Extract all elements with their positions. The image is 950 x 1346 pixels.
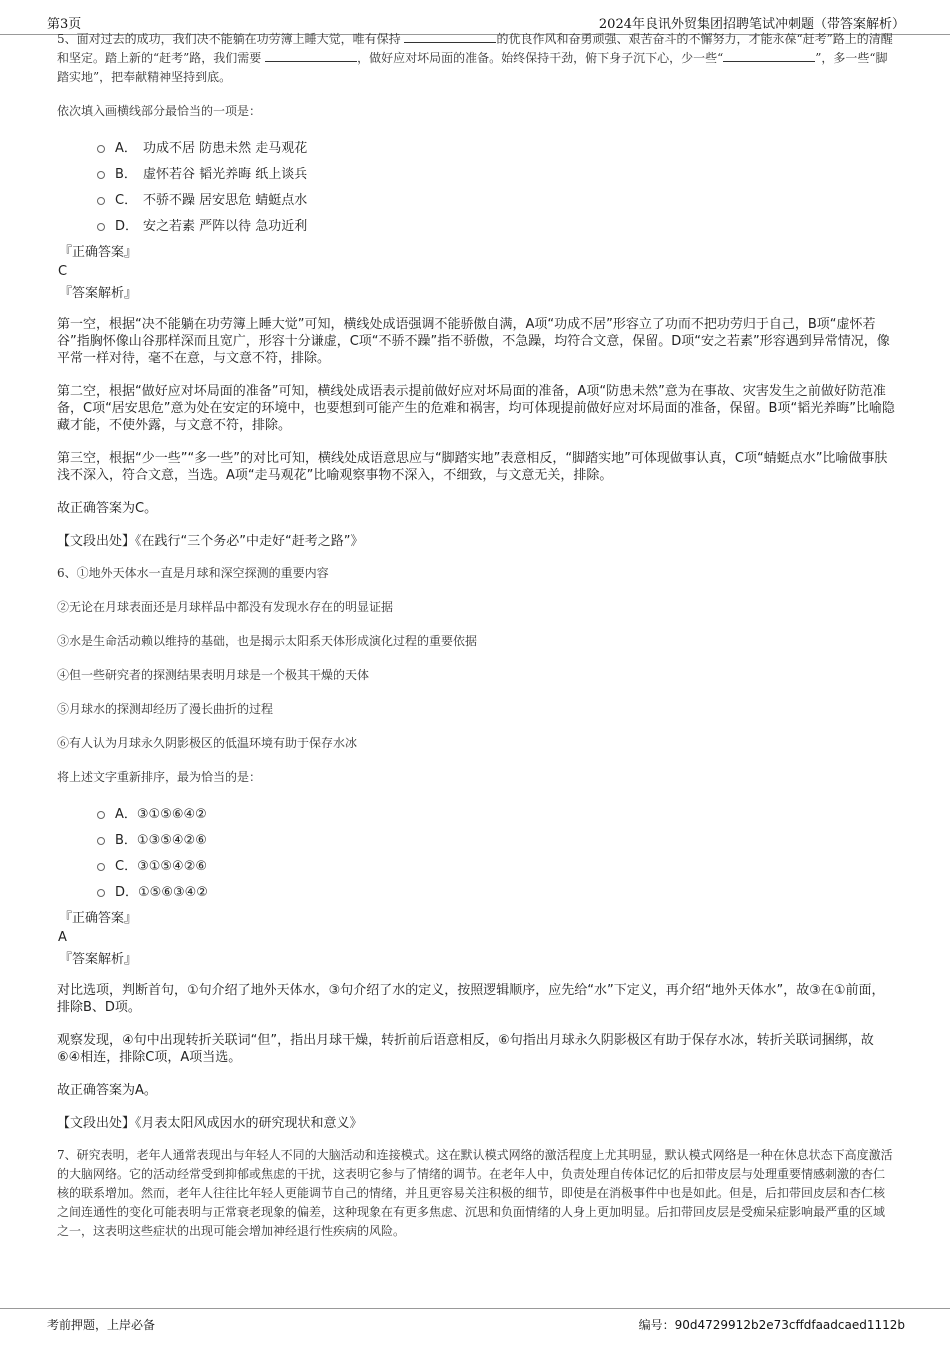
option-letter: C． [115,859,138,874]
source-citation: 【文段出处】《月表太阳风成因水的研究现状和意义》 [57,1116,363,1131]
option-text: 安之若素 严阵以待 急功近利 [143,219,308,234]
radio-icon[interactable] [97,863,105,871]
analysis-conclusion: 故正确答案为C。 [57,501,158,516]
answer-marker: 『正确答案』 [59,911,138,926]
radio-icon[interactable] [97,171,105,179]
question-5-options [57,136,895,240]
question-6-options [57,802,895,906]
radio-icon[interactable] [97,811,105,819]
fill-blank-1 [404,30,496,43]
analysis-paragraph: 第一空，根据“决不能躺在功劳簿上睡大觉”可知，横线处成语强调不能骄傲自满，A项“功成不居”形容立了功而不把功劳归于自己，B项“虚怀若谷”指胸怀像山谷那样深而且宽广，形容十分谦虚，C项“不骄不躁”指不骄傲，不急躁，均符合文意，保留。D项“安之若素”形容遇到异常情况，像平常一样对待，毫不在意，与文意不符，排除。 [57,317,890,366]
source-citation: 【文段出处】《在践行“三个务必”中走好“赶考之路”》 [57,534,364,549]
option-b[interactable] [57,828,895,854]
option-letter: A． [115,807,137,822]
question-6-stem: 将上述文字重新排序，最为恰当的是： [57,770,262,784]
option-text: 虚怀若谷 韬光养晦 纸上谈兵 [143,167,308,182]
option-text: ③①⑤④②⑥ [137,859,208,874]
option-letter: B． [115,833,137,848]
analysis-marker: 『答案解析』 [59,286,138,301]
fill-blank-3 [723,49,815,62]
radio-icon[interactable] [97,889,105,897]
option-text: ①⑤⑥③④② [138,885,208,900]
question-7 [57,1146,895,1241]
sentence: ④但一些研究者的探测结果表明月球是一个极其干燥的天体 [57,668,370,682]
question-5-text-part-3: ，做好应对坏局面的准备。始终保持干劲，俯下身子沉下心，少一些“ [357,51,724,65]
option-letter: A． [115,141,137,156]
radio-icon[interactable] [97,197,105,205]
option-c[interactable] [57,854,895,880]
option-letter: D． [115,219,139,234]
answer-marker: 『正确答案』 [59,245,138,260]
option-a[interactable] [57,136,895,162]
page-footer [0,1308,950,1346]
radio-icon[interactable] [97,837,105,845]
analysis-paragraph: 观察发现，④句中出现转折关联词“但”，指出月球干燥，转折前后语意相反，⑥句指出月球永久阴影极区有助于保存水冰，转折关联词捆绑，故⑥④相连，排除C项，A项当选。 [57,1033,874,1065]
question-7-text: 7、研究表明，老年人通常表现出与年轻人不同的大脑活动和连接模式。这在默认模式网络的激活程度上尤其明显，默认模式网络是一种在休息状态下高度激活的大脑网络。它的活动经常受到抑郁或焦虑的干扰，这表明它参与了情绪的调节。在老年人中，负责处理自传体记忆的后扣带皮层与处理重要情感刺激的杏仁核的联系增加。然而，老年人往往比年轻人更能调节自己的情绪，并且更容易关注积极的细节，即使是在消极事件中也是如此。但是，后扣带回皮层和杏仁核之间连通性的变化可能表明与正常衰老现象的偏差，这种现象在有更多焦虑、沉思和负面情绪的人身上更加明显。后扣带回皮层是受痴呆症影响最严重的区域之一，这表明这些症状的出现可能会增加神经退行性疾病的风险。 [57,1148,893,1238]
document-id: 编号：90d4729912b2e73cffdfaadcaed1112b [638,1318,905,1332]
sentence: ②无论在月球表面还是月球样品中都没有发现水存在的明显证据 [57,600,394,614]
sentence: 6、①地外天体水一直是月球和深空探测的重要内容 [57,566,329,580]
sentence: ③水是生命活动赖以维持的基础，也是揭示太阳系天体形成演化过程的重要依据 [57,634,478,648]
radio-icon[interactable] [97,223,105,231]
option-b[interactable] [57,162,895,188]
page-content [57,34,895,1241]
analysis-marker: 『答案解析』 [59,952,138,967]
question-6 [57,564,895,1134]
option-d[interactable] [57,214,895,240]
option-text: 不骄不躁 居安思危 蜻蜓点水 [143,193,308,208]
radio-icon[interactable] [97,145,105,153]
option-letter: C． [115,193,138,208]
question-5-text-part-4: ”，多一些“脚踏实地”，把奉献精神坚持到底。 [57,51,888,84]
option-c[interactable] [57,188,895,214]
analysis-paragraph: 第三空，根据“少一些”“多一些”的对比可知，横线处成语意思应与“脚踏实地”表意相反，“脚踏实地”可体现做事认真，C项“蜻蜓点水”比喻做事肤浅不深入，符合文意，当选。A项“走马观花”比喻观察事物不深入，不细致，与文意无关，排除。 [57,451,888,483]
sentence: ⑤月球水的探测却经历了漫长曲折的过程 [57,702,274,716]
option-d[interactable] [57,880,895,906]
analysis-paragraph: 对比选项，判断首句，①句介绍了地外天体水，③句介绍了水的定义，按照逻辑顺序，应先给“水”下定义，再介绍“地外天体水”，故③在①前面，排除B、D项。 [57,983,885,1015]
sentence: ⑥有人认为月球永久阴影极区的低温环境有助于保存水冰 [57,736,358,750]
option-letter: B． [115,167,137,182]
footer-slogan: 考前押题，上岸必备 [47,1318,156,1332]
question-5-text [57,30,895,87]
question-5 [57,30,895,552]
document-title: 2024年良讯外贸集团招聘笔试冲刺题（带答案解析） [598,17,905,32]
option-a[interactable] [57,802,895,828]
option-text: 功成不居 防患未然 走马观花 [143,141,308,156]
correct-answer: A [58,930,67,945]
fill-blank-2 [265,49,357,62]
analysis-conclusion: 故正确答案为A。 [57,1083,157,1098]
option-letter: D． [115,885,139,900]
question-5-text-part-2: 的优良作风和奋勇顽强、艰苦奋斗的不懈努力，才能永葆“赶考”路上的清醒和坚定。踏上新的“赶考”路，我们需要 [57,32,893,65]
option-text: ①③⑤④②⑥ [136,833,207,848]
option-text: ③①⑤⑥④② [136,807,207,822]
correct-answer: C [58,264,68,279]
question-5-text-part-1: 5、面对过去的成功，我们决不能躺在功劳簿上睡大觉，唯有保持 [57,32,405,46]
page-number: 第3页 [47,17,82,32]
question-5-stem: 依次填入画横线部分最恰当的一项是： [57,104,262,118]
analysis-paragraph: 第二空，根据“做好应对坏局面的准备”可知，横线处成语表示提前做好应对坏局面的准备，A项“防患未然”意为在事故、灾害发生之前做好防范准备，C项“居安思危”意为处在安定的环境中，也要想到可能产生的危难和祸害，均可体现提前做好应对坏局面的准备，保留。B项“韬光养晦”比喻隐藏才能，不使外露，与文意不符，排除。 [57,384,895,433]
